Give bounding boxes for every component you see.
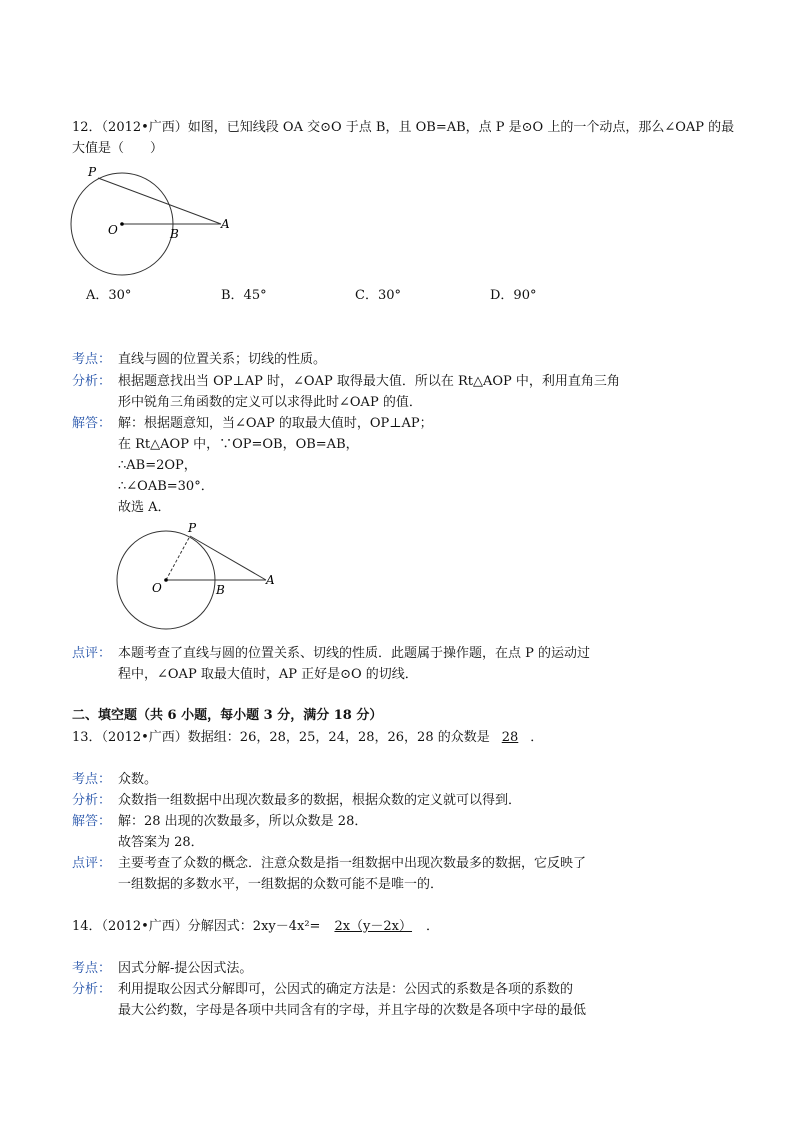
option-a: A．30° <box>86 288 132 303</box>
q13-kaodian: 众数。 <box>118 772 158 787</box>
option-b: B．45° <box>221 288 267 303</box>
q13-dianping-line2: 一组数据的多数水平，一组数据的众数可能不是唯一的． <box>118 877 444 892</box>
q12-jieda-label: 解答： <box>72 416 112 431</box>
label-o: O <box>108 223 118 237</box>
q14-fenxi-label: 分析： <box>72 982 112 997</box>
option-c: C．30° <box>355 288 401 303</box>
q12-fenxi-label: 分析： <box>72 374 112 389</box>
label-b: B <box>170 227 179 241</box>
q13-stem <box>72 729 543 747</box>
q12-figure <box>66 164 246 284</box>
q12-jieda-line2: 在 Rt△AOP 中，∵OP=OB，OB=AB， <box>118 437 359 452</box>
label-a: A <box>221 217 230 231</box>
q14-answer: 2x（y－2x） <box>334 919 413 934</box>
q13-jieda-line1: 解：28 出现的次数最多，所以众数是 28． <box>118 814 368 829</box>
segment-op-dashed <box>166 536 190 580</box>
q12-dianping-line1: 本题考查了直线与圆的位置关系、切线的性质．此题属于操作题，在点 P 的运动过 <box>118 646 591 661</box>
q14-stem <box>72 918 439 936</box>
q12-jieda-line1: 解：根据题意知，当∠OAP 的取最大值时，OP⊥AP； <box>118 416 433 431</box>
segment-pa <box>98 178 221 224</box>
q13-dianping-label: 点评： <box>72 856 112 871</box>
q13-fenxi-label: 分析： <box>72 793 112 808</box>
point-o <box>120 222 124 226</box>
q13-jieda-line2: 故答案为 28． <box>118 835 204 850</box>
q14-kaodian-label: 考点： <box>72 961 112 976</box>
section2-heading: 二、填空题（共 6 小题，每小题 3 分，满分 18 分） <box>72 708 383 723</box>
q12-stem-line2: 大值是（ ） <box>72 141 164 156</box>
q12-kaodian: 直线与圆的位置关系；切线的性质。 <box>118 352 327 367</box>
label-p-2: P <box>188 521 197 535</box>
q14-stem-prefix: 14．（2012•广西）分解因式：2xy－4x²= <box>72 919 321 934</box>
q12-kaodian-label: 考点： <box>72 352 112 367</box>
q12-dianping-label: 点评： <box>72 646 112 661</box>
q12-fenxi-line2: 形中锐角三角函数的定义可以求得此时∠OAP 的值． <box>118 395 422 410</box>
label-p: P <box>88 165 97 179</box>
q12-jieda-line4: ∴∠OAB=30°． <box>118 479 214 494</box>
q13-kaodian-label: 考点： <box>72 772 112 787</box>
q12-stem-line1: 12．（2012•广西）如图，已知线段 OA 交⊙O 于点 B，且 OB=AB，点 P 是⊙O 上的一个动点，那么∠OAP 的最 <box>72 120 735 135</box>
q12-fenxi-line1: 根据题意找出当 OP⊥AP 时，∠OAP 取得最大值．所以在 Rt△AOP 中，利用直角三角 <box>118 374 620 389</box>
q14-fenxi-line2: 最大公约数，字母是各项中共同含有的字母，并且字母的次数是各项中字母的最低 <box>118 1003 587 1018</box>
label-b-2: B <box>216 583 225 597</box>
label-o-2: O <box>152 581 162 595</box>
q12-jieda-line3: ∴AB=2OP， <box>118 458 197 473</box>
q14-kaodian: 因式分解-提公因式法。 <box>118 961 253 976</box>
q13-stem-suffix: ． <box>530 730 544 745</box>
point-o-2 <box>164 578 168 582</box>
q13-jieda-label: 解答： <box>72 814 112 829</box>
q12-solution-figure <box>110 520 290 635</box>
q13-dianping-line1: 主要考查了众数的概念．注意众数是指一组数据中出现次数最多的数据，它反映了 <box>118 856 587 871</box>
q14-fenxi-line1: 利用提取公因式分解即可，公因式的确定方法是：公因式的系数是各项的系数的 <box>118 982 574 997</box>
q13-answer: 28 <box>501 730 519 745</box>
q14-stem-suffix: ． <box>426 919 440 934</box>
label-a-2: A <box>266 573 275 587</box>
q12-jieda-line5: 故选 A． <box>118 500 171 515</box>
q12-dianping-line2: 程中，∠OAP 取最大值时，AP 正好是⊙O 的切线． <box>118 667 418 682</box>
option-d: D．90° <box>490 288 537 303</box>
segment-pa-2 <box>190 536 266 580</box>
q13-stem-prefix: 13．（2012•广西）数据组：26，28，25，24，28，26，28 的众数是 <box>72 730 490 745</box>
q13-fenxi: 众数指一组数据中出现次数最多的数据，根据众数的定义就可以得到． <box>118 793 522 808</box>
